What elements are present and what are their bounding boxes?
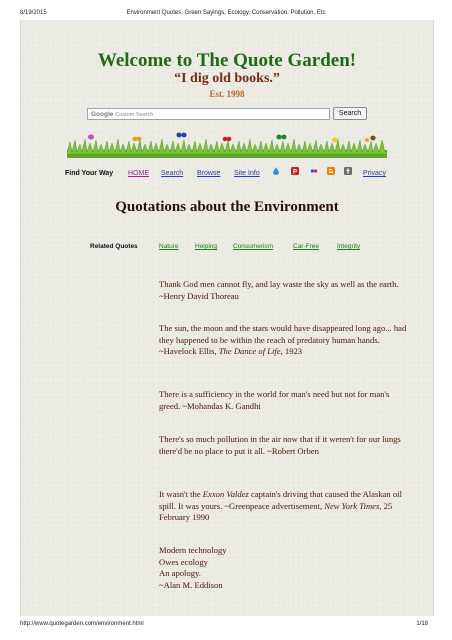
blogger-icon[interactable]	[327, 167, 335, 175]
quote-item	[159, 323, 407, 358]
related-quotes-label: Related Quotes	[90, 243, 138, 250]
quote-text-start: It wasn't the	[159, 489, 203, 499]
quote-line: An apology.	[159, 568, 201, 578]
grass-banner-icon	[67, 130, 387, 158]
site-established: Est. 1998	[209, 89, 245, 99]
quote-line: Modern technology	[159, 545, 227, 555]
svg-text:P: P	[292, 169, 298, 175]
google-logo: Google	[91, 111, 114, 118]
page-content	[20, 20, 434, 616]
quote-text: There's so much pollution in the air now that if it weren't for our lungs there'd be no place to put it all. ~Robert Orben	[159, 434, 401, 456]
related-link-integrity[interactable]: Integrity	[337, 243, 361, 250]
related-link-car-free[interactable]: Car-Free	[293, 243, 320, 250]
search-input[interactable]	[87, 108, 330, 120]
quote-item	[159, 434, 407, 457]
water-drop-icon[interactable]	[272, 167, 280, 175]
quote-date: , 1923	[280, 346, 303, 356]
quote-item	[159, 489, 407, 524]
nav-link-home[interactable]: HOME	[128, 170, 149, 177]
print-header-title-text: Environment Quotes, Green Sayings, Ecology, Conservation, Pollution, Etc	[126, 10, 326, 16]
quote-text: There is a sufficiency in the world for man's need but not for man's greed. ~Mohandas K. Gandhi	[159, 389, 390, 411]
print-header-date: 8/19/2015	[20, 10, 47, 16]
quote-line: Owes ecology	[159, 556, 208, 567]
search-button[interactable]: Search	[333, 107, 367, 120]
nav-label: Find Your Way	[65, 170, 114, 177]
related-link-helping[interactable]: Helping	[195, 243, 218, 250]
quote-author: ~Alan M. Eddison	[159, 579, 223, 590]
nav-link-search[interactable]: Search	[161, 170, 184, 177]
quote-emphasis: Exxon Valdez	[202, 489, 249, 499]
quote-item	[159, 279, 407, 302]
flickr-icon[interactable]	[310, 167, 318, 175]
nav-link-privacy[interactable]: Privacy	[363, 170, 386, 177]
print-footer-url: http://www.quotegarden.com/environment.html	[20, 621, 144, 627]
quote-text: captain's driving that caused the Alaskan oil spill. It was yours. ~Greenpeace advertisement,	[159, 489, 402, 511]
quote-text: The sun, the moon and the stars would have disappeared long ago... had they happened to be within the reach of predatory human hands. ~Havelock Ellis,	[159, 323, 407, 356]
tumblr-icon[interactable]	[344, 167, 352, 175]
site-title[interactable]: Welcome to The Quote Garden!	[97, 50, 357, 71]
search-placeholder: Custom Search	[115, 112, 154, 118]
site-tagline: “I dig old books.”	[174, 71, 280, 86]
page-title: Quotations about the Environment	[115, 199, 339, 215]
related-link-nature[interactable]: Nature	[159, 243, 179, 250]
quote-source: The Dance of Life	[218, 346, 281, 356]
quote-item	[159, 389, 407, 412]
nav-link-browse[interactable]: Browse	[197, 170, 221, 177]
quote-item	[159, 545, 407, 591]
quote-source: New York Times	[324, 500, 380, 511]
nav-link-site-info[interactable]: Site Info	[234, 170, 260, 177]
related-link-consumerism[interactable]: Consumerism	[233, 243, 274, 250]
print-header-title	[0, 10, 452, 16]
quote-text: Thank God men cannot fly, and lay waste the sky as well as the earth. ~Henry David Thoreau	[159, 279, 399, 301]
pinterest-icon[interactable]	[291, 167, 299, 175]
print-footer-page: 1/18	[416, 621, 428, 627]
quote-date: , 25 February 1990	[159, 500, 393, 522]
